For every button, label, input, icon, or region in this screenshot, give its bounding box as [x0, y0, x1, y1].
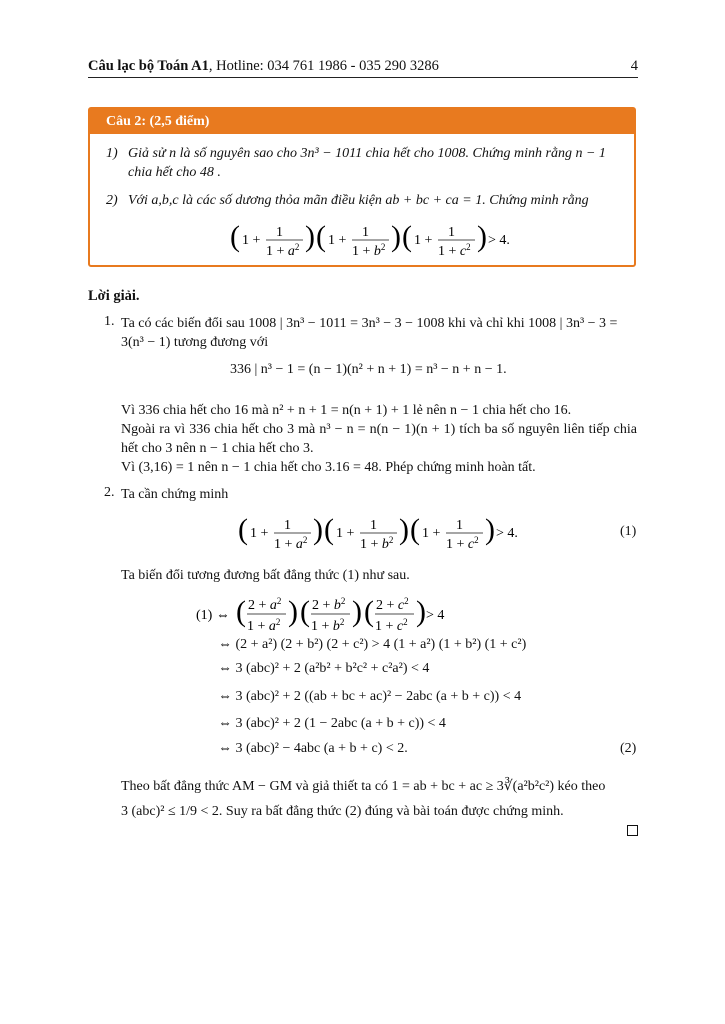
item1-line2: 3(n³ − 1) tương đương với: [121, 335, 269, 350]
qed-symbol: [627, 825, 638, 836]
hotline: , Hotline: 034 761 1986 - 035 290 3286: [208, 58, 439, 74]
svg-text:1 +: 1 +: [422, 526, 441, 541]
svg-text:): ): [288, 595, 298, 628]
svg-text:1 + a2: $1 + a^2$: [274, 535, 308, 552]
chain-line-6: ⇔ 3 (abc)² − 4abc (a + b + c) < 2.: [218, 741, 408, 756]
svg-text:): ): [352, 595, 362, 628]
svg-text:(: (: [410, 513, 420, 546]
club-name: Câu lạc bộ Toán A1: [88, 58, 209, 74]
item1-intro: [121, 314, 637, 352]
item1-paragraph3: Vì (3,16) = 1 nên n − 1 chia hết cho 3.16 = 48. Phép chứng minh hoàn tất.: [121, 460, 536, 475]
svg-text:2 + b2: $2 + b^2$: [312, 596, 346, 613]
equation-number-2: (2): [620, 741, 637, 756]
svg-text:): ): [399, 513, 409, 546]
item1-body: [121, 401, 637, 477]
solution-heading: Lời giải.: [88, 288, 140, 304]
svg-text:): ): [313, 513, 323, 546]
item2-intro: Ta cần chứng minh: [121, 487, 229, 502]
problem-part-1: [106, 144, 621, 182]
problem-part-2: [106, 191, 621, 210]
problem-title: Câu 2: (2,5 điểm): [90, 109, 634, 134]
svg-text:): ): [485, 513, 495, 546]
svg-text:(: (: [402, 220, 412, 253]
svg-text:1: 1: [456, 518, 463, 533]
part2-line1: Với a,b,c là các số dương thỏa mãn điều kiện ab + bc + ca = 1. Chứng minh rằng: [128, 193, 589, 208]
header-left: [88, 58, 439, 75]
svg-text:1 + a2: $1 + a^2$: [247, 617, 281, 634]
conclusion-line1: Theo bất đẳng thức AM − GM và giả thiết ta có 1 = ab + bc + ac ≥ 3∛(a²b²c²) kéo theo: [121, 779, 606, 794]
chain-line-5: ⇔ 3 (abc)² + 2 (1 − 2abc (a + b + c)) < 4: [218, 716, 446, 731]
part1-line1: Giả sử n là số nguyên sao cho 3n³ − 1011 chia hết cho 1008. Chứng minh rằng n − 1: [128, 146, 606, 161]
svg-text:1 + a2: $1 + a^2$: [266, 242, 300, 259]
chain-line-4: ⇔ 3 (abc)² + 2 ((ab + bc + ac)² − 2abc (a + b + c)) < 4: [218, 689, 522, 704]
svg-text:1: 1: [362, 225, 369, 240]
svg-text:1 +: 1 +: [336, 526, 355, 541]
svg-text:1: 1: [284, 518, 291, 533]
part2-number: 2): [106, 193, 118, 208]
svg-text:(: (: [364, 595, 374, 628]
conclusion-line2: 3 (abc)² ≤ 1/9 < 2. Suy ra bất đẳng thức (2) đúng và bài toán được chứng minh.: [121, 804, 564, 819]
equation-number-1: (1): [620, 524, 637, 539]
inequality-1: [238, 510, 528, 554]
svg-text:1 + c2: $1 + c^2$: [446, 535, 479, 552]
svg-text:> 4: > 4: [426, 608, 445, 623]
item1-number: 1.: [104, 314, 115, 329]
part1-line2: chia hết cho 48 .: [128, 165, 221, 180]
svg-text:1 + c2: $1 + c^2$: [438, 242, 471, 259]
svg-text:2 + c2: $2 + c^2$: [376, 596, 409, 613]
conclusion: [121, 777, 637, 821]
svg-text:1 + c2: $1 + c^2$: [375, 617, 408, 634]
svg-text:(: (: [238, 513, 248, 546]
svg-text:1 +: 1 +: [328, 233, 347, 248]
svg-text:> 4.: > 4.: [488, 233, 510, 248]
chain-line-2: ⇔ (2 + a²) (2 + b²) (2 + c²) > 4 (1 + a²) (1 + b²) (1 + c²): [218, 637, 527, 652]
svg-text:(: (: [324, 513, 334, 546]
chain-line-3: ⇔ 3 (abc)² + 2 (a²b² + b²c² + c²a²) < 4: [218, 661, 430, 676]
chain-line-1: [196, 592, 456, 636]
svg-text:1: 1: [276, 225, 283, 240]
svg-text:1 +: 1 +: [242, 233, 261, 248]
item1-paragraph2: Ngoài ra vì 336 chia hết cho 3 mà n³ − n = n(n − 1)(n + 1) tích ba số nguyên liên tiếp chia hết cho 3 nên n − 1 chia hết cho 3.: [121, 422, 637, 456]
item2-transform-text: Ta biến đổi tương đương bất đẳng thức (1) như sau.: [121, 568, 410, 583]
part1-text: [128, 144, 621, 182]
svg-text:1: 1: [370, 518, 377, 533]
svg-text:): ): [416, 595, 426, 628]
svg-text:): ): [391, 220, 401, 253]
item1-equation: 336 | n³ − 1 = (n − 1)(n² + n + 1) = n³ − n + n − 1.: [230, 362, 507, 377]
item1-paragraph1: Vì 336 chia hết cho 16 mà n² + n + 1 = n(n + 1) + 1 lẻ nên n − 1 chia hết cho 16.: [121, 403, 572, 418]
svg-text:1 + b2: $1 + b^2$: [360, 535, 394, 552]
svg-text:(: (: [236, 595, 246, 628]
svg-text:2 + a2: $2 + a^2$: [248, 596, 282, 613]
svg-text:): ): [305, 220, 315, 253]
svg-text:): ): [477, 220, 487, 253]
page-number: 4: [630, 58, 638, 74]
svg-text:1 + b2: $1 + b^2$: [352, 242, 386, 259]
svg-text:1: 1: [448, 225, 455, 240]
item2-number: 2.: [104, 485, 115, 500]
svg-text:(: (: [230, 220, 240, 253]
svg-text:1 +: 1 +: [414, 233, 433, 248]
svg-text:(: (: [316, 220, 326, 253]
svg-text:> 4.: > 4.: [496, 526, 518, 541]
svg-text:1 + b2: $1 + b^2$: [311, 617, 345, 634]
problem-inequality: [230, 217, 520, 261]
page-header: [88, 57, 638, 78]
problem-box: [88, 107, 636, 267]
part1-number: 1): [106, 146, 118, 161]
svg-text:(: (: [300, 595, 310, 628]
item1-line1: Ta có các biến đổi sau 1008 | 3n³ − 1011 = 3n³ − 3 − 1008 khi và chỉ khi 1008 | 3n³ − 3 =: [121, 316, 618, 331]
svg-text:1 +: 1 +: [250, 526, 269, 541]
svg-text:(1) ⇔: (1) ⇔: [196, 608, 230, 623]
